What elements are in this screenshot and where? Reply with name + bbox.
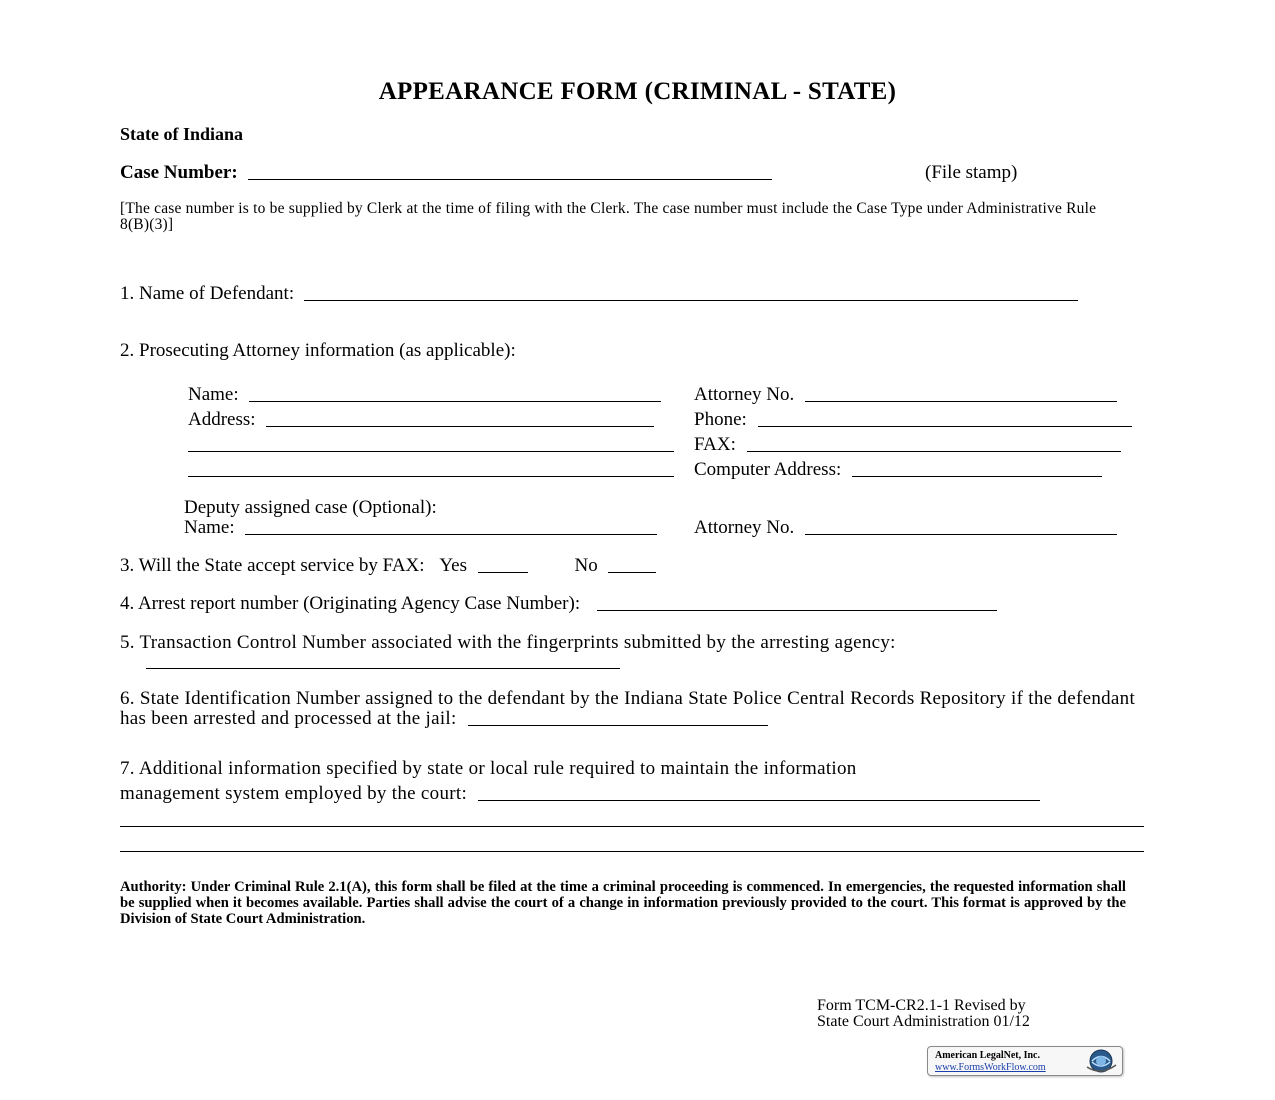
prosecutor-address-label: Address:: [188, 409, 256, 430]
deputy-heading: Deputy assigned case (Optional):: [184, 497, 437, 518]
additional-info-line-2[interactable]: [120, 826, 1144, 827]
form-revision-line-2: State Court Administration 01/12: [817, 1013, 1030, 1030]
item-7-row: [120, 783, 1040, 805]
publisher-name: American LegalNet, Inc.: [935, 1050, 1040, 1061]
form-title: APPEARANCE FORM (CRIMINAL - STATE): [378, 78, 897, 105]
prosecutor-attorney-no-label: Attorney No.: [694, 384, 795, 405]
prosecutor-phone-label: Phone:: [694, 409, 747, 430]
case-number-note: [The case number is to be supplied by Clerk at the time of filing with the Clerk. The case number must include the Case Type under Administrative Rule 8(B)(3)]: [120, 200, 1097, 233]
item-4-row: [120, 593, 997, 615]
item-7-line-1: 7. Additional information specified by state or local rule required to maintain the information: [120, 758, 857, 779]
prosecutor-attorney-no-field[interactable]: [805, 401, 1117, 402]
prosecutor-computer-address-row: [694, 459, 1102, 481]
state-id-number-row: [120, 689, 1150, 729]
prosecutor-name-row: [188, 384, 661, 406]
fax-yes-field[interactable]: [478, 572, 528, 573]
deputy-attorney-no-row: [694, 517, 1117, 539]
globe-icon: [1083, 1048, 1119, 1074]
file-stamp-label: (File stamp): [925, 162, 1018, 183]
state-label: State of Indiana: [120, 124, 244, 144]
prosecutor-fax-row: [694, 434, 1121, 456]
prosecutor-attorney-no-row: [694, 384, 1117, 406]
deputy-attorney-no-label: Attorney No.: [694, 517, 795, 538]
prosecutor-address-line-3[interactable]: [188, 476, 674, 477]
arrest-report-label: 4. Arrest report number (Originating Agency Case Number):: [120, 593, 581, 614]
item-1-row: [120, 283, 1078, 305]
item-3-row: [120, 555, 656, 577]
defendant-name-label: 1. Name of Defendant:: [120, 283, 295, 304]
item-2-heading: 2. Prosecuting Attorney information (as applicable):: [120, 340, 516, 361]
form-revision-footer: [817, 998, 1030, 1030]
case-number-field[interactable]: [248, 179, 772, 180]
deputy-name-field[interactable]: [245, 534, 657, 535]
additional-info-line-3[interactable]: [120, 851, 1144, 852]
state-id-number-label: 6. State Identification Number assigned to the defendant by the Indiana State Police Central Records Repository if the defendant has been arrested and processed at the jail:: [120, 688, 1136, 729]
fax-no-label: No: [574, 555, 598, 576]
case-number-label: Case Number:: [120, 162, 238, 183]
defendant-name-field[interactable]: [304, 300, 1078, 301]
prosecutor-name-field[interactable]: [249, 401, 661, 402]
prosecutor-computer-address-label: Computer Address:: [694, 459, 842, 480]
deputy-attorney-no-field[interactable]: [805, 534, 1117, 535]
form-revision-line-1: Form TCM-CR2.1-1 Revised by: [817, 997, 1026, 1014]
publisher-badge[interactable]: [927, 1046, 1123, 1076]
prosecutor-phone-row: [694, 409, 1132, 431]
state-id-number-field[interactable]: [468, 725, 768, 726]
prosecutor-address-field[interactable]: [266, 426, 654, 427]
prosecutor-fax-field[interactable]: [747, 451, 1121, 452]
deputy-name-label: Name:: [184, 517, 235, 538]
prosecutor-fax-label: FAX:: [694, 434, 736, 455]
additional-info-field[interactable]: [478, 800, 1040, 801]
fax-service-label: 3. Will the State accept service by FAX:: [120, 555, 425, 576]
authority-paragraph: Authority: Under Criminal Rule 2.1(A), this form shall be filed at the time a criminal proceeding is commenced. In emergencies, the requested information shall be supplied when it becomes available. Parties shall advise the court of a change in information previously provided to the court. This format is approved by the Division of State Court Administration.: [120, 879, 1126, 927]
prosecutor-computer-address-field[interactable]: [852, 476, 1102, 477]
prosecutor-name-label: Name:: [188, 384, 239, 405]
additional-info-label: management system employed by the court:: [120, 783, 468, 804]
transaction-control-field[interactable]: [146, 668, 620, 669]
prosecutor-phone-field[interactable]: [758, 426, 1132, 427]
case-number-row: [120, 162, 772, 184]
arrest-report-field[interactable]: [597, 610, 997, 611]
fax-no-field[interactable]: [608, 572, 656, 573]
publisher-url-link[interactable]: www.FormsWorkFlow.com: [935, 1062, 1046, 1073]
prosecutor-address-line-2[interactable]: [188, 451, 674, 452]
transaction-control-label: 5. Transaction Control Number associated with the fingerprints submitted by the arresting agency:: [120, 632, 896, 653]
fax-yes-label: Yes: [439, 555, 467, 576]
deputy-name-row: [184, 517, 657, 539]
prosecutor-address-row: [188, 409, 654, 431]
